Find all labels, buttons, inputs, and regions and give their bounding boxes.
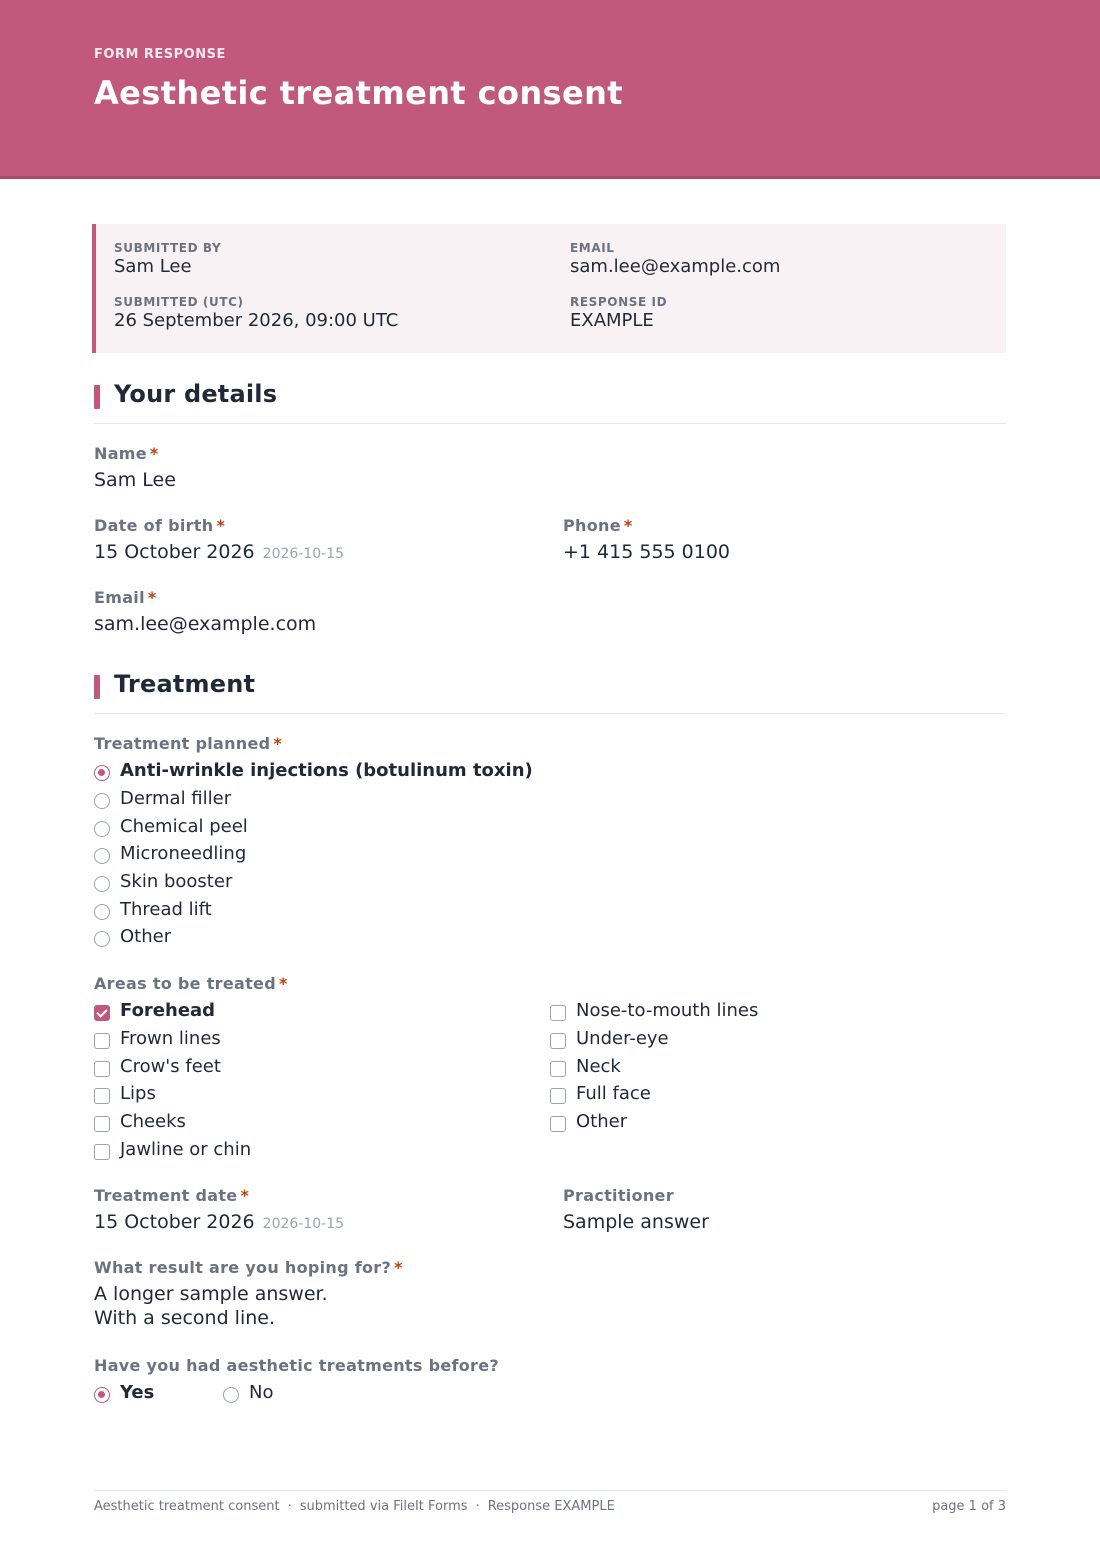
required-marker: * xyxy=(273,734,283,753)
field-hoping-line-2: With a second line. xyxy=(94,1307,275,1329)
meta-submitted-by-value: Sam Lee xyxy=(114,256,192,277)
option-label: Other xyxy=(120,926,172,947)
field-email xyxy=(94,588,316,635)
required-marker: * xyxy=(278,974,288,993)
footer-via: submitted via FileIt Forms xyxy=(299,1499,468,1514)
form-response-eyebrow: FORM RESPONSE xyxy=(94,47,226,62)
option-label: Full face xyxy=(576,1083,651,1104)
checkbox-empty-icon xyxy=(550,1061,566,1077)
field-practitioner-label: Practitioner xyxy=(563,1186,674,1205)
section-treatment xyxy=(94,670,1006,714)
field-hoping-result xyxy=(94,1258,403,1329)
footer-separator: · xyxy=(475,1499,480,1514)
field-phone-label: Phone * xyxy=(563,516,633,535)
checkbox-empty-icon xyxy=(94,1116,110,1132)
option-label: Cheeks xyxy=(120,1111,186,1132)
footer-response: Response EXAMPLE xyxy=(487,1499,615,1514)
field-areas-to-be-treated xyxy=(94,974,288,993)
field-practitioner-value: Sample answer xyxy=(563,1211,709,1233)
footer-info xyxy=(94,1499,615,1514)
field-had-treatments-before xyxy=(94,1356,499,1375)
section-accent-bar xyxy=(94,385,100,409)
option-label: Dermal filler xyxy=(120,788,232,809)
option-label: Chemical peel xyxy=(120,816,248,837)
meta-submitted-utc-value: 26 September 2026, 09:00 UTC xyxy=(114,310,399,331)
option-label: Jawline or chin xyxy=(120,1139,252,1160)
meta-response-id xyxy=(570,295,667,331)
field-treatment-date-value: 15 October 2026 2026-10-15 xyxy=(94,1211,345,1233)
option-label: Frown lines xyxy=(120,1028,221,1049)
option-label: Anti-wrinkle injections (botulinum toxin) xyxy=(120,760,533,781)
meta-email-value: sam.lee@example.com xyxy=(570,256,781,277)
field-practitioner xyxy=(563,1186,709,1233)
option-label: Other xyxy=(576,1111,628,1132)
field-email-label: Email * xyxy=(94,588,157,607)
meta-response-id-value: EXAMPLE xyxy=(570,310,654,331)
option-label: No xyxy=(249,1382,274,1403)
option-label: Forehead xyxy=(120,1000,216,1021)
field-email-value: sam.lee@example.com xyxy=(94,613,317,635)
section-your-details xyxy=(94,380,1006,424)
field-treatment-planned-label: Treatment planned * xyxy=(94,734,283,753)
required-marker: * xyxy=(149,444,159,463)
field-dob-label: Date of birth * xyxy=(94,516,226,535)
radio-empty-icon xyxy=(94,931,110,947)
option-label: Neck xyxy=(576,1056,621,1077)
field-treatment-date xyxy=(94,1186,344,1233)
checkbox-empty-icon xyxy=(94,1088,110,1104)
meta-email-label: EMAIL xyxy=(570,241,615,255)
page-title: Aesthetic treatment consent xyxy=(94,74,623,112)
field-treatment-date-iso: 2026-10-15 xyxy=(262,1216,345,1232)
field-name xyxy=(94,444,176,491)
required-marker: * xyxy=(240,1186,250,1205)
checkbox-checked-icon xyxy=(94,1005,110,1021)
required-marker: * xyxy=(394,1258,403,1277)
field-dob-value: 15 October 2026 2026-10-15 xyxy=(94,541,345,563)
radio-selected-icon xyxy=(94,765,110,781)
field-phone-value: +1 415 555 0100 xyxy=(563,541,731,563)
checkbox-empty-icon xyxy=(94,1061,110,1077)
checkbox-empty-icon xyxy=(550,1033,566,1049)
meta-submitted-utc-label: SUBMITTED (UTC) xyxy=(114,295,244,309)
checkbox-empty-icon xyxy=(94,1033,110,1049)
field-hoping-label: What result are you hoping for? * xyxy=(94,1258,403,1277)
field-treatment-planned xyxy=(94,734,282,753)
radio-empty-icon xyxy=(94,821,110,837)
required-marker: * xyxy=(623,516,633,535)
radio-selected-icon xyxy=(94,1387,110,1403)
field-dob-iso: 2026-10-15 xyxy=(262,546,345,562)
meta-response-id-label: RESPONSE ID xyxy=(570,295,668,309)
field-treatment-date-label: Treatment date * xyxy=(94,1186,250,1205)
required-marker: * xyxy=(147,588,157,607)
option-label: Thread lift xyxy=(120,899,212,920)
option-label: Nose-to-mouth lines xyxy=(576,1000,759,1021)
radio-empty-icon xyxy=(223,1387,239,1403)
option-label: Skin booster xyxy=(120,871,233,892)
option-label: Yes xyxy=(120,1382,155,1403)
meta-submitted-by xyxy=(114,241,221,277)
field-areas-label: Areas to be treated * xyxy=(94,974,288,993)
form-header xyxy=(0,0,1100,179)
section-title-treatment: Treatment xyxy=(114,670,256,698)
footer-page-number: page 1 of 3 xyxy=(932,1499,1006,1514)
meta-submitted-utc xyxy=(114,295,398,331)
field-name-label: Name * xyxy=(94,444,159,463)
checkbox-empty-icon xyxy=(94,1144,110,1160)
submission-meta-panel xyxy=(92,224,1006,353)
field-name-value: Sam Lee xyxy=(94,469,176,491)
checkbox-empty-icon xyxy=(550,1088,566,1104)
required-marker: * xyxy=(216,516,226,535)
checkbox-empty-icon xyxy=(550,1005,566,1021)
option-label: Microneedling xyxy=(120,843,247,864)
meta-submitted-by-label: SUBMITTED BY xyxy=(114,241,222,255)
radio-empty-icon xyxy=(94,793,110,809)
page-footer xyxy=(94,1490,1006,1514)
footer-separator: · xyxy=(287,1499,292,1514)
radio-empty-icon xyxy=(94,848,110,864)
footer-form-name: Aesthetic treatment consent xyxy=(94,1499,280,1514)
radio-empty-icon xyxy=(94,876,110,892)
field-date-of-birth xyxy=(94,516,344,563)
section-title-your-details: Your details xyxy=(114,380,278,408)
field-before-label: Have you had aesthetic treatments before? xyxy=(94,1356,499,1375)
checkbox-empty-icon xyxy=(550,1116,566,1132)
radio-empty-icon xyxy=(94,904,110,920)
field-phone xyxy=(563,516,730,563)
meta-email xyxy=(570,241,780,277)
section-accent-bar xyxy=(94,675,100,699)
option-label: Lips xyxy=(120,1083,156,1104)
option-label: Under-eye xyxy=(576,1028,669,1049)
field-hoping-line-1: A longer sample answer. xyxy=(94,1283,328,1305)
option-label: Crow's feet xyxy=(120,1056,221,1077)
